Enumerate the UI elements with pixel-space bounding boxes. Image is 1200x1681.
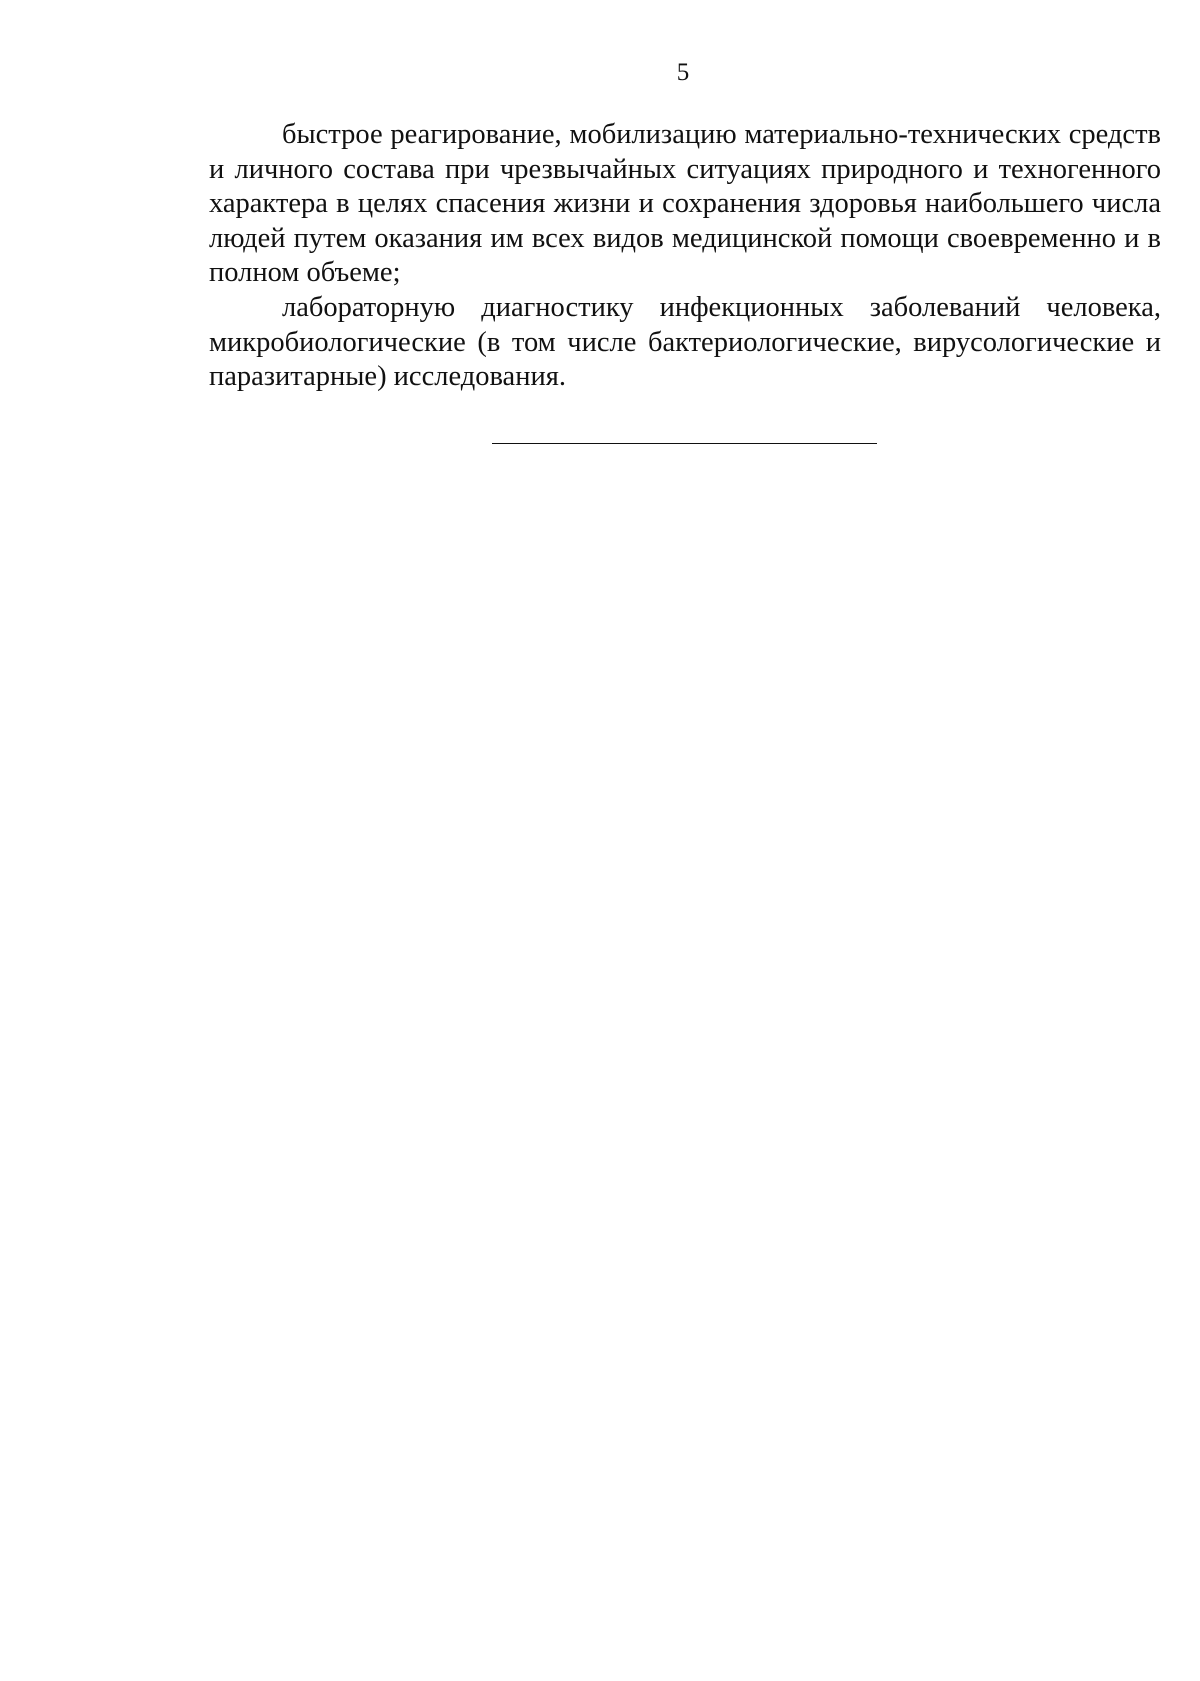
body-text <box>209 118 1161 395</box>
text-line: паразитарные) исследования. <box>209 361 566 393</box>
text-line: быстрое реагирование, мобилизацию материально-технических средств <box>282 119 1161 150</box>
text-line: лабораторную диагностику инфекционных заболеваний человека, <box>282 291 1161 323</box>
text-line: характера в целях спасения жизни и сохранения здоровья наибольшего числа <box>209 188 1161 220</box>
text-line: и личного состава при чрезвычайных ситуациях природного и техногенного <box>209 153 1161 185</box>
text-line: микробиологические (в том числе бактериологические, вирусологические и <box>209 326 1161 358</box>
page-number: 5 <box>676 59 690 86</box>
text-line: полном объеме; <box>209 257 401 289</box>
paragraph-emergency-response <box>209 118 1161 291</box>
text-line: людей путем оказания им всех видов медицинской помощи своевременно и в <box>209 222 1161 254</box>
paragraph-laboratory-diagnostics <box>209 291 1161 395</box>
closing-divider-line <box>492 443 877 444</box>
